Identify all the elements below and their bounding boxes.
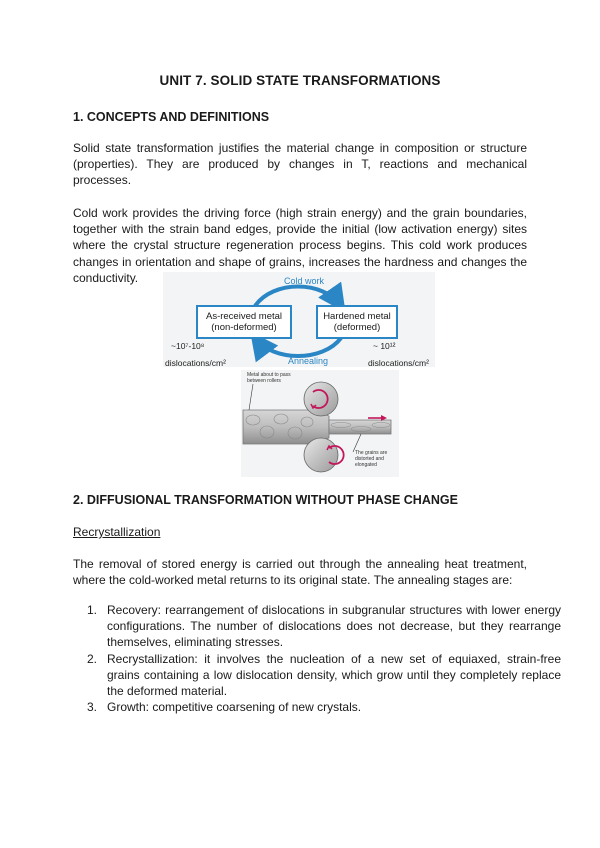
left-density: ~10⁷-10⁸ [171, 341, 205, 351]
paragraph-cold-work: Cold work provides the driving force (high strain energy) and the grain boundaries, together with the strain band edges, provide the initial (low activation energy) sites where the crystal structure regeneration process begins. This cold work produces changes in orientation and shape of grains, increases the hardness and changes the conductivity. [73, 206, 527, 285]
lower-roller [304, 438, 338, 472]
section-heading-concepts: 1. CONCEPTS AND DEFINITIONS [73, 110, 270, 124]
upper-roller [304, 382, 338, 416]
box-right-line2: (deformed) [333, 322, 381, 333]
cold-work-label: Cold work [284, 276, 325, 286]
list-number: 2. [87, 651, 98, 666]
rolling-note-top: Metal about to pass between rollers [247, 372, 291, 384]
cold-work-arrow [255, 287, 341, 307]
as-received-metal-box [196, 305, 292, 339]
cold-work-cycle-diagram [163, 272, 435, 367]
list-text: Growth: competitive coarsening of new crystals. [107, 700, 362, 715]
list-number: 3. [87, 700, 98, 715]
box-left-line2: (non-deformed) [211, 322, 277, 333]
right-units: dislocations/cm² [368, 358, 429, 368]
cold-work-annealing-figure [163, 272, 435, 477]
list-text: Recovery: rearrangement of dislocations in subgranular structures with lower energy configurations. The number of dislocations does not decrease, but they rearrange themselves, eliminating stresses. [107, 603, 561, 650]
rolling-diagram [241, 370, 399, 477]
subheading-recrystallization: Recrystallization [73, 525, 161, 539]
paragraph-annealing: The removal of stored energy is carried out through the annealing heat treatment, where the cold-worked metal returns to its original state. The annealing stages are: [73, 557, 527, 588]
metal-strip-output [329, 420, 391, 434]
left-units: dislocations/cm² [165, 358, 226, 368]
hardened-metal-box [316, 305, 398, 339]
paragraph-solid-state: Solid state transformation justifies the material change in composition or structure (properties). They are produced by changes in T, reactions and mechanical processes. [73, 141, 527, 188]
section-heading-diffusional: 2. DIFFUSIONAL TRANSFORMATION WITHOUT PHASE CHANGE [73, 493, 458, 507]
box-left-line1: As-received metal [205, 311, 283, 322]
annealing-stages-list [73, 602, 561, 715]
annealing-arrow [255, 338, 341, 356]
list-item [87, 602, 561, 651]
list-number: 1. [87, 603, 98, 617]
right-density: ~ 10¹² [373, 341, 396, 351]
list-text: Recrystallization: it involves the nucleation of a new set of equiaxed, strain-free grains containing a low dislocation density, which grow until they completely replace the deformed material. [107, 651, 561, 699]
list-item [87, 651, 561, 700]
list-item [87, 699, 561, 715]
rolling-note-bottom: The grains are distorted and elongated [355, 450, 388, 468]
annealing-label: Annealing [288, 356, 329, 366]
box-right-line1: Hardened metal [323, 311, 391, 322]
page-title: UNIT 7. SOLID STATE TRANSFORMATIONS [159, 73, 441, 88]
